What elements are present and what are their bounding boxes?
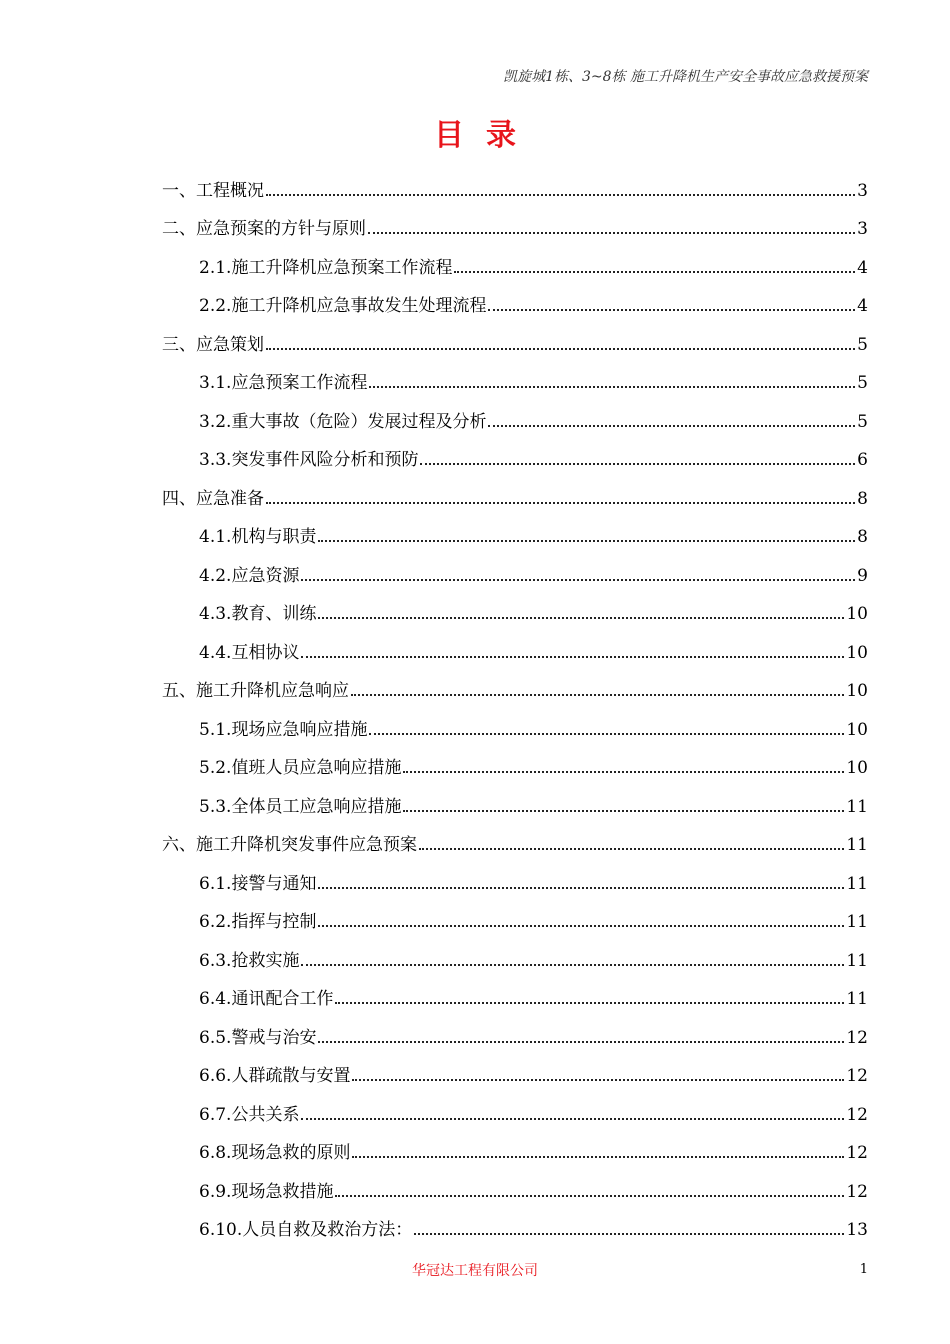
toc-entry[interactable] xyxy=(162,1125,868,1164)
toc-entry-label: 6.1.接警与通知 xyxy=(199,873,317,894)
toc-entry[interactable] xyxy=(162,1009,868,1048)
toc-entry-label: 2.1.施工升降机应急预案工作流程 xyxy=(199,257,453,278)
toc-entry-page-number: 8 xyxy=(857,488,868,509)
toc-entry-label: 4.2.应急资源 xyxy=(199,565,300,586)
toc-entry-page-number: 3 xyxy=(857,180,868,201)
toc-entry[interactable] xyxy=(162,1163,868,1202)
toc-entry-label: 5.2.值班人员应急响应措施 xyxy=(199,758,402,778)
running-header: 凯旋城1栋、3~8栋 施工升降机生产安全事故应急救援预案 xyxy=(503,69,868,85)
toc-entry-page-number: 6 xyxy=(857,450,868,470)
table-of-contents xyxy=(162,162,868,1240)
toc-entry-page-number: 8 xyxy=(857,527,868,547)
toc-entry-page-number: 5 xyxy=(857,411,868,432)
toc-entry-label: 三、应急策划 xyxy=(162,334,264,355)
toc-dot-leader xyxy=(318,539,855,542)
toc-entry-label: 4.3.教育、训练 xyxy=(199,604,317,624)
toc-entry-label: 3.1.应急预案工作流程 xyxy=(199,373,368,393)
toc-entry-label: 4.1.机构与职责 xyxy=(199,527,317,547)
toc-entry-page-number: 10 xyxy=(846,604,868,624)
toc-entry[interactable] xyxy=(162,701,868,740)
toc-entry[interactable] xyxy=(162,509,868,548)
toc-dot-leader xyxy=(266,347,855,350)
toc-entry-page-number: 10 xyxy=(846,642,868,663)
toc-entry-label: 5.1.现场应急响应措施 xyxy=(199,719,368,740)
toc-entry-page-number: 12 xyxy=(846,1027,868,1048)
toc-dot-leader xyxy=(352,1078,844,1081)
toc-entry-label: 五、施工升降机应急响应 xyxy=(162,681,349,701)
toc-dot-leader xyxy=(403,809,844,812)
toc-entry-label: 6.4.通讯配合工作 xyxy=(199,989,334,1009)
toc-entry-page-number: 3 xyxy=(857,219,868,239)
toc-entry-page-number: 10 xyxy=(846,758,868,778)
toc-dot-leader xyxy=(420,462,855,465)
toc-entry-page-number: 4 xyxy=(857,296,868,316)
toc-entry-label: 3.2.重大事故（危险）发展过程及分析 xyxy=(199,411,487,432)
toc-dot-leader xyxy=(266,501,855,504)
toc-entry[interactable] xyxy=(162,355,868,394)
toc-entry-label: 6.5.警戒与治安 xyxy=(199,1027,317,1048)
toc-entry-page-number: 11 xyxy=(846,950,868,971)
toc-dot-leader xyxy=(351,693,844,696)
toc-entry-label: 6.7.公共关系 xyxy=(199,1104,300,1125)
footer-page-number: 1 xyxy=(859,1262,868,1277)
toc-entry-label: 6.6.人群疏散与安置 xyxy=(199,1066,351,1086)
toc-entry[interactable] xyxy=(162,1202,868,1241)
toc-entry-label: 4.4.互相协议 xyxy=(199,642,300,663)
footer-company-name: 华冠达工程有限公司 xyxy=(412,1263,538,1279)
toc-entry-page-number: 11 xyxy=(846,796,868,817)
toc-dot-leader xyxy=(301,655,844,658)
toc-dot-leader xyxy=(369,385,855,388)
toc-entry-page-number: 11 xyxy=(846,835,868,855)
toc-entry[interactable] xyxy=(162,855,868,894)
toc-dot-leader xyxy=(369,732,844,735)
toc-entry-page-number: 13 xyxy=(846,1220,868,1240)
toc-entry[interactable] xyxy=(162,470,868,509)
toc-entry-page-number: 12 xyxy=(846,1066,868,1086)
toc-entry[interactable] xyxy=(162,894,868,933)
toc-dot-leader xyxy=(318,924,844,927)
toc-entry[interactable] xyxy=(162,201,868,240)
toc-dot-leader xyxy=(403,770,844,773)
toc-entry-label: 3.3.突发事件风险分析和预防 xyxy=(199,450,419,470)
toc-dot-leader xyxy=(488,308,855,311)
toc-entry[interactable] xyxy=(162,1048,868,1087)
toc-entry-label: 6.2.指挥与控制 xyxy=(199,912,317,932)
toc-dot-leader xyxy=(368,231,855,234)
toc-entry-label: 6.10.人员自救及救治方法： xyxy=(199,1220,413,1240)
toc-entry-page-number: 5 xyxy=(857,373,868,393)
toc-dot-leader xyxy=(335,1194,844,1197)
toc-dot-leader xyxy=(318,616,844,619)
toc-entry-page-number: 9 xyxy=(857,565,868,586)
toc-dot-leader xyxy=(335,1001,844,1004)
toc-entry-page-number: 11 xyxy=(846,873,868,894)
toc-entry-label: 6.9.现场急救措施 xyxy=(199,1181,334,1202)
toc-entry[interactable] xyxy=(162,393,868,432)
toc-dot-leader xyxy=(318,886,844,889)
toc-dot-leader xyxy=(454,270,855,273)
toc-entry-page-number: 5 xyxy=(857,334,868,355)
toc-entry-page-number: 11 xyxy=(846,989,868,1009)
toc-entry-label: 5.3.全体员工应急响应措施 xyxy=(199,796,402,817)
toc-dot-leader xyxy=(414,1232,844,1235)
toc-entry[interactable] xyxy=(162,547,868,586)
toc-entry[interactable] xyxy=(162,316,868,355)
toc-entry[interactable] xyxy=(162,740,868,779)
toc-entry[interactable] xyxy=(162,663,868,702)
toc-entry-page-number: 12 xyxy=(846,1143,868,1163)
toc-dot-leader xyxy=(301,578,855,581)
toc-entry[interactable] xyxy=(162,624,868,663)
toc-dot-leader xyxy=(266,193,855,196)
toc-entry-page-number: 4 xyxy=(857,257,868,278)
toc-entry-page-number: 12 xyxy=(846,1104,868,1125)
toc-entry[interactable] xyxy=(162,162,868,201)
toc-entry-label: 六、施工升降机突发事件应急预案 xyxy=(162,835,417,855)
toc-entry-page-number: 10 xyxy=(846,719,868,740)
toc-entry-label: 一、工程概况 xyxy=(162,180,264,201)
toc-dot-leader xyxy=(419,847,844,850)
toc-entry[interactable] xyxy=(162,817,868,856)
toc-entry[interactable] xyxy=(162,586,868,625)
toc-entry-page-number: 10 xyxy=(846,681,868,701)
toc-entry-page-number: 12 xyxy=(846,1181,868,1202)
toc-dot-leader xyxy=(301,963,844,966)
toc-entry[interactable] xyxy=(162,239,868,278)
toc-entry-label: 2.2.施工升降机应急事故发生处理流程 xyxy=(199,296,487,316)
toc-entry-page-number: 11 xyxy=(846,912,868,932)
toc-entry[interactable] xyxy=(162,932,868,971)
toc-dot-leader xyxy=(352,1155,844,1158)
toc-entry[interactable] xyxy=(162,971,868,1010)
toc-entry[interactable] xyxy=(162,278,868,317)
toc-entry[interactable] xyxy=(162,432,868,471)
toc-entry-label: 二、应急预案的方针与原则 xyxy=(162,219,366,239)
toc-entry-label: 四、应急准备 xyxy=(162,488,264,509)
toc-entry-label: 6.3.抢救实施 xyxy=(199,950,300,971)
toc-dot-leader xyxy=(488,424,855,427)
toc-dot-leader xyxy=(301,1117,844,1120)
page-title: 目录 xyxy=(434,118,538,153)
toc-dot-leader xyxy=(318,1040,844,1043)
toc-entry[interactable] xyxy=(162,1086,868,1125)
toc-entry[interactable] xyxy=(162,778,868,817)
toc-entry-label: 6.8.现场急救的原则 xyxy=(199,1143,351,1163)
